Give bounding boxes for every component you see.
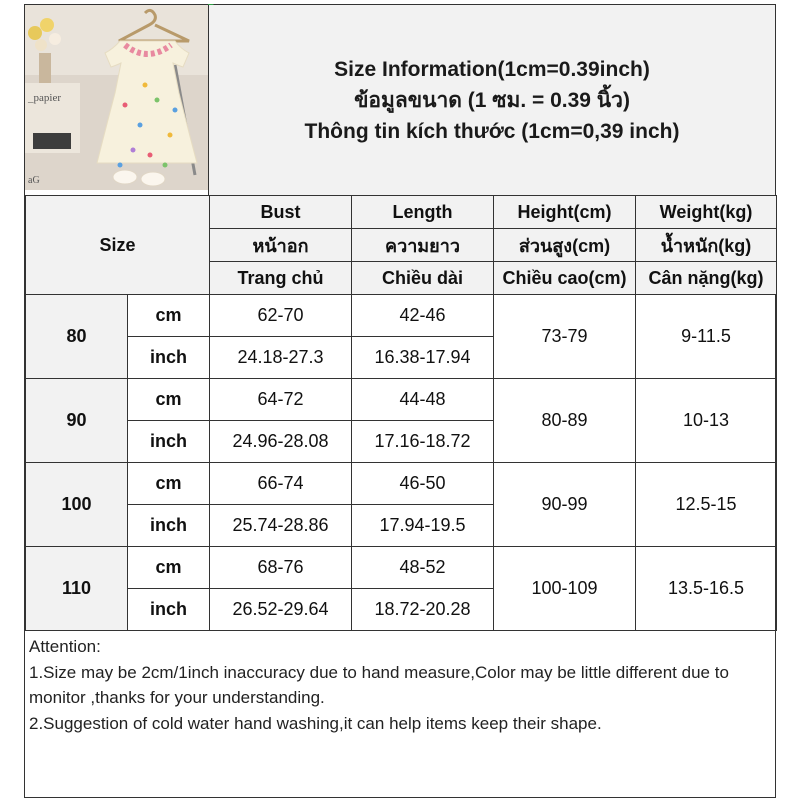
weight-value: 13.5-16.5: [636, 547, 777, 631]
title-thai: ข้อมูลขนาด (1 ซม. = 0.39 นิ้ว): [354, 88, 630, 112]
col-length-vi: Chiều dài: [352, 262, 494, 295]
bust-inch: 25.74-28.86: [210, 505, 352, 547]
length-inch: 17.94-19.5: [352, 505, 494, 547]
size-column-title: Size: [26, 196, 210, 295]
col-weight-th: น้ำหนัก(kg): [636, 229, 777, 262]
unit-label-cm: cm: [128, 547, 210, 589]
unit-label-cm: cm: [128, 295, 210, 337]
height-value: 100-109: [494, 547, 636, 631]
attention-notes: [25, 632, 776, 738]
height-value: 80-89: [494, 379, 636, 463]
unit-label-cm: cm: [128, 379, 210, 421]
title-english: Size Information(1cm=0.39inch): [334, 57, 650, 81]
unit-label-inch: inch: [128, 337, 210, 379]
col-height-th: ส่วนสูง(cm): [494, 229, 636, 262]
size-value: 80: [26, 295, 128, 379]
col-bust-vi: Trang chủ: [210, 262, 352, 295]
unit-label-cm: cm: [128, 463, 210, 505]
bust-inch: 26.52-29.64: [210, 589, 352, 631]
bust-cm: 68-76: [210, 547, 352, 589]
table-row: [26, 295, 777, 337]
size-chart: [24, 4, 776, 798]
photo-text-2: aG: [28, 175, 40, 186]
length-cm: 42-46: [352, 295, 494, 337]
unit-label-inch: inch: [128, 505, 210, 547]
col-length-th: ความยาว: [352, 229, 494, 262]
bust-inch: 24.18-27.3: [210, 337, 352, 379]
length-cm: 44-48: [352, 379, 494, 421]
col-height-vi: Chiều cao(cm): [494, 262, 636, 295]
table-row: [26, 379, 777, 421]
col-height-en: Height(cm): [494, 196, 636, 229]
height-value: 73-79: [494, 295, 636, 379]
size-information-title: [208, 5, 775, 195]
size-value: 110: [26, 547, 128, 631]
col-bust-en: Bust: [210, 196, 352, 229]
attention-note-2: 2.Suggestion of cold water hand washing,it can help items keep their shape.: [29, 713, 602, 733]
weight-value: 9-11.5: [636, 295, 777, 379]
table-row: [26, 463, 777, 505]
length-cm: 48-52: [352, 547, 494, 589]
table-row: [26, 547, 777, 589]
attention-note-1: 1.Size may be 2cm/1inch inaccuracy due to hand measure,Color may be little different due to monitor ,thanks for your understanding.: [29, 662, 729, 707]
attention-title: Attention:: [29, 637, 101, 656]
weight-value: 10-13: [636, 379, 777, 463]
title-vietnamese: Thông tin kích thước (1cm=0,39 inch): [304, 119, 680, 143]
photo-text: _papier: [28, 92, 61, 104]
header: [25, 5, 775, 195]
bust-cm: 66-74: [210, 463, 352, 505]
size-value: 100: [26, 463, 128, 547]
bust-inch: 24.96-28.08: [210, 421, 352, 463]
length-cm: 46-50: [352, 463, 494, 505]
bust-cm: 62-70: [210, 295, 352, 337]
product-photo: [25, 5, 208, 190]
col-weight-en: Weight(kg): [636, 196, 777, 229]
size-table: [25, 195, 777, 631]
header-row-english: [26, 196, 777, 229]
dress-illustration: [25, 5, 208, 190]
weight-value: 12.5-15: [636, 463, 777, 547]
col-length-en: Length: [352, 196, 494, 229]
size-value: 90: [26, 379, 128, 463]
length-inch: 16.38-17.94: [352, 337, 494, 379]
height-value: 90-99: [494, 463, 636, 547]
length-inch: 17.16-18.72: [352, 421, 494, 463]
unit-label-inch: inch: [128, 421, 210, 463]
unit-label-inch: inch: [128, 589, 210, 631]
col-weight-vi: Cân nặng(kg): [636, 262, 777, 295]
length-inch: 18.72-20.28: [352, 589, 494, 631]
bust-cm: 64-72: [210, 379, 352, 421]
col-bust-th: หน้าอก: [210, 229, 352, 262]
